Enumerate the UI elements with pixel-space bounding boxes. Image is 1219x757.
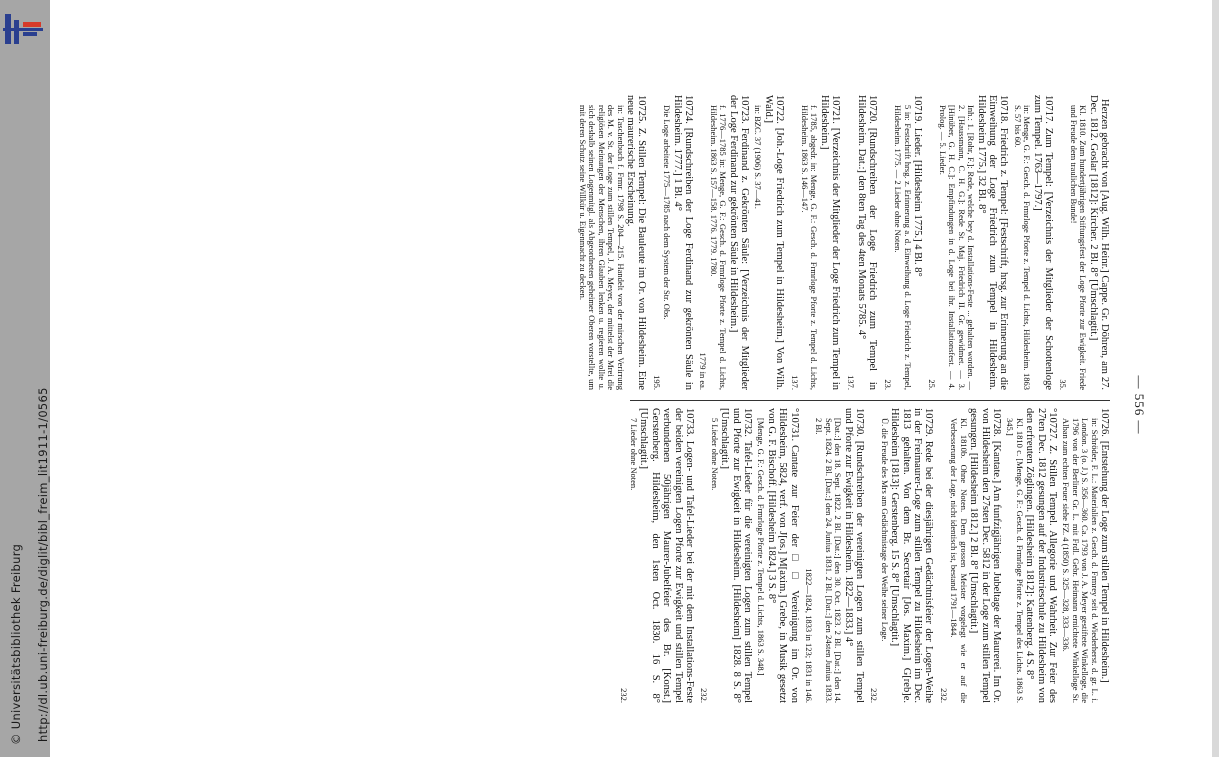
university-logo-icon bbox=[3, 10, 43, 48]
entry-note: 5 in: Festschrift hrsg. z. Erinnerung a. d. Einweihung d. Loge Friedrich z. Tempel, Hildesheim. 1775. — 2 Lieder ohne Noten. bbox=[893, 105, 913, 390]
page-number: — 556 — bbox=[1132, 375, 1147, 435]
bibliography-entry bbox=[881, 95, 923, 390]
entry-number: 10729. bbox=[923, 408, 935, 437]
entry-title: Logen- und Tafel-Lieder bei der mit dem Installations-Feste der beiden vereinigten Logen Pforte zur Ewigkeit und stillen Tempel verbundenen 50jährigen Maurer-Jubelfeier des Br. [Konst.] Gerstenberg. Hildesheim, den 1sten Oct. 1830. 16 S. 8° [Umschlagtit.] bbox=[638, 408, 695, 703]
entry-title: [Rundschreiben der vereinigten Logen zum stillen Tempel und Pforte zur Ewigkeit in Hildesheim. 1822—1833.] 4° bbox=[842, 408, 866, 703]
entry-number: 10725. bbox=[636, 95, 648, 124]
bibliography-entry bbox=[698, 408, 753, 703]
entry-note: f. 1785, abgedr. in: Menge, G. F.: Gesch. d. Frmrloge Pforte z. Tempel d. Lichts, Hildesheim. 1863 S. 146—147. bbox=[800, 105, 820, 390]
bibliography-entry bbox=[756, 408, 800, 703]
entry-title: Z. Stillen Tempel. Allegorie und Wahrheit. Zur Feier des 27ten Dec. 1812 gesungen auf der Industrieschule zu Hildesheim von den erfreuten Zöglingen. [Hildesheim 1812]: Kattenberg. 4 S. 8° bbox=[1024, 408, 1058, 703]
bibliography-entry bbox=[788, 95, 841, 390]
bibliography-entry bbox=[844, 95, 878, 390]
bibliography-entry bbox=[803, 408, 865, 703]
entry-number: 10721. bbox=[830, 95, 842, 124]
entry-reference: 232. bbox=[699, 688, 710, 703]
entry-number: °10727. bbox=[1046, 408, 1058, 442]
entry-note: in: Schröder, F. L.: Materialien z. Gesch. d. Frmrey seit d. Wiederherst. d. gr. L. i. London. 3 (o. J.) S. 356—360. Ca. 1793 von J. A. Meyer gestiftete Winkelloge, die 1796 von der Berliner Gr. L. mit Frdl. Gebr. Heimann ernichtete Winkelloge St. Alban zum echten Feuer siehe FZ. 4 (1850) S. 325—328, 333—336. bbox=[1061, 418, 1100, 703]
column-divider bbox=[630, 400, 1110, 401]
bibliography-entry bbox=[926, 95, 1009, 390]
entry-title: Lieder. [Hildesheim 1775.] 4 Bl. 8° bbox=[912, 127, 924, 277]
entry-note: 7 Lieder ohne Noten. bbox=[628, 418, 639, 491]
entry-reference: 35. bbox=[1058, 379, 1069, 390]
entry-number: °10731. bbox=[788, 408, 800, 442]
entry-note: in: Menge, G. F.: Gesch. d. Frmrloge Pforte z. Tempel d. Lichts, Hildesheim. 1863 S. 57 bis 60. bbox=[1012, 105, 1033, 390]
page-edge bbox=[1212, 0, 1219, 757]
entry-number: 10717. bbox=[1042, 95, 1054, 124]
entry-reference: 232. bbox=[869, 688, 880, 703]
entry-note: Ü. die Freude des Mrs am Gedächtnistage der Weihe seiner Loge. bbox=[879, 418, 890, 642]
entry-title: [Kantate.] Am funfzigjährigen Jubeltage der Maurerei. Im Or. von Hildesheim den 27sten Dec. 5812 in der Loge zum stillen Tempel gesungen. [Hildesheim 1812.] 2 Bl. 8° [Umschlagtit.] bbox=[968, 408, 1002, 703]
entry-reference: 23. bbox=[882, 379, 893, 390]
bibliography-entry bbox=[697, 95, 750, 390]
entry-title: Ferdinand z. Gekrönten Säule: [Verzeichnis der Mitglieder der Loge Ferdinand zur gekrönten Säule in Hildesheim.] bbox=[727, 95, 750, 390]
entry-number: 10718. bbox=[998, 95, 1010, 124]
entry-number: 10726. bbox=[1099, 408, 1110, 437]
bibliography-entry bbox=[650, 95, 694, 390]
entry-reference: 232. bbox=[618, 688, 629, 703]
entry-title: Cantate zur Feier der □ □ Vereinigung im Or. von Hildesheim, 5824, verf. von J[os.] M[axim.] Grebe, in Musik gesetzt von G. F. Bischoff. [Hildesheim 1824.] 3 S. 8° bbox=[765, 408, 800, 703]
bibliography-entry bbox=[1061, 408, 1110, 703]
entry-title: Z. Stillen Tempel: Die Bauleute im Or. von Hildesheim. Eine neue maurerische Erscheinung. bbox=[624, 95, 648, 390]
entry-number: 10720. bbox=[867, 95, 879, 124]
scanned-page bbox=[50, 0, 1219, 757]
entry-number: 10728. bbox=[990, 408, 1002, 437]
bibliography-entry bbox=[578, 95, 648, 390]
right-column bbox=[614, 408, 1110, 703]
bibliography-entry bbox=[753, 95, 785, 390]
entry-reference: 25. bbox=[927, 379, 938, 390]
entry-reference: 1822—1824, 1833 in 123; 1831 in 146. bbox=[804, 568, 815, 703]
entry-number: 10732. bbox=[742, 408, 753, 437]
entry-number: 10719. bbox=[912, 95, 924, 124]
entry-title: Friedrich z. Tempel: [Festschrift, hrsg. zur Erinnerung an die Einweihung der Loge Friedrich zum Tempel in Hildesheim. Hildesheim 1775.] 32 Bl. 8° bbox=[975, 95, 1010, 390]
entry-reference: 1779 in ea. bbox=[698, 352, 709, 390]
entry-note: [Menge, G. F.: Gesch. d. Frmrloge Pforte z. Tempel d. Lichts, 1863 S. 348.] bbox=[756, 418, 767, 676]
entry-title: [Joh.-Loge Friedrich zum Tempel in Hildesheim.] Von Wilh. Wald.] bbox=[762, 95, 786, 390]
entry-reference: 232. bbox=[938, 688, 949, 703]
viewer-sidebar bbox=[0, 0, 50, 757]
entry-note: Kl. 1810b. Ohne Noten. Dem grossen Meister vorgelegt wie er auf die Verbesserung der Loge, nicht identisch ist, bestand 1791—1844. bbox=[949, 418, 969, 703]
entry-title: Herzen gebracht von [Aug. Wilh. Heinr.] Cappe. Gr. Döhren, am 27. Dec. 1812. Goslar [1812]: Kircher. 2 Bl. 8° [Umschlagtit.] bbox=[1087, 95, 1110, 390]
entry-note: Kl. 1810. Zum hundertjährigen Stiftungsfest der Loge Pforte zur Ewigkeit. Friede und Freude dem traulichen Bunde! bbox=[1068, 105, 1089, 390]
bibliography-entry bbox=[938, 408, 1002, 703]
copyright-notice: © Universitätsbibliothek Freiburg bbox=[9, 543, 23, 745]
entry-title: Rede bei der diesjährigen Gedächtnisfeier der Logen-Weihe in der Freimaurer-Loge zum stillen Tempel zu Hildesheim im Dec. 1813 gehalten. Von dem Br. Secretair [Jos. Maxim.] G[reb]e. Hildesheim [1813]: Gerstenberg. 15 S. 8° [Umschlagtit.] bbox=[889, 408, 935, 703]
entry-note: f. 1776—1785 in: Menge, G. F.: Gesch. d. Frmrloge Pforte z. Tempel d. Lichts, Hildesheim. 1863 S. 157—158. 1776. 1779. 1780. bbox=[708, 105, 729, 390]
entry-number: 10722. bbox=[774, 95, 786, 124]
entry-title: Zum Tempel: [Verzeichnis der Mitglieder der Schottenloge zum Tempel. 1763—1797.] bbox=[1031, 95, 1054, 390]
entry-reference: 195. bbox=[651, 375, 662, 390]
entry-note: Inh.: 1. [Rohr, F.]: Rede, welche bey d. Installations-Feste ... gehalten worden. — 2. [Haussmann, C. H. G.]: Rede St. Maj. Friedrich II. Gr. gewidmet. — 3. [Hinüber, G. H. C.]: Empfindungen in d. Loge bei ihr. Installationsfest. — 4. Prolog. — 5. Lieder. bbox=[937, 105, 977, 390]
document-url[interactable]: http://dl.ub.uni-freiburg.de/diglit/bibl_freim_lit1911-1/0565 bbox=[36, 387, 50, 742]
entry-note: [Dat.:] den 18. Sept. 1822. 2 Bl. [Dat.:] den 30. Oct. 1823. 2 Bl. [Dat.:] den 14. Sept. 1824. 2 Bl. [Dat.:] den 24. Junius 1831. 2 Bl. [Dat.:] den 24sten Junius 1833. 2 Bl. bbox=[814, 418, 844, 703]
entry-note: Die Loge arbeitete 1775—1785 nach dem System der Str. Obs. bbox=[662, 105, 673, 320]
entry-title: [Entstehung der Loge zum stillen Tempel in Hildesheim.] bbox=[1099, 440, 1110, 683]
entry-number: 10724. bbox=[682, 95, 694, 124]
bibliography-entry bbox=[617, 408, 695, 703]
entry-reference: 137. bbox=[845, 375, 856, 390]
entry-note: 5 Lieder ohne Noten. bbox=[709, 418, 720, 491]
entry-title: [Rundschreiben der Loge Friedrich zum Tempel in Hildesheim. Dat.:] den 8ten Tag des 4ten Monats 5785. 4° bbox=[856, 95, 879, 390]
bibliography-entry bbox=[868, 408, 934, 703]
entry-number: 10723. bbox=[739, 95, 750, 124]
entry-note: in: Taschenbuch f. Frmr. 1798 S. 204—215. Handelt von der mirschen Verirrung des M. v. St. der Loge zum stillen Tempel, J. A. Meyer, der mittelst der Mrei die religiösen Meinungen der Menschen, ihren Glauben lenken u. regieren wollte u. sich deshalb seinen Logenmitgl. als Abgeordneten geheimer Oberen vorstellte, um mit deren Schutz seine Willkür u. Eigenmacht zu decken. bbox=[577, 105, 626, 390]
left-column bbox=[575, 95, 1111, 390]
entry-title: Tafel-Lieder für die vereinigten Logen zum stillen Tempel und Pforte zur Ewigkeit in Hildesheim. [Hildesheim] 1828. 8 S. 8° [Umschlagtit.] bbox=[719, 408, 753, 703]
entry-number: 10733. bbox=[683, 408, 695, 437]
bibliography-entry bbox=[1057, 95, 1110, 390]
bibliography-entry bbox=[1012, 95, 1054, 390]
entry-reference: 137. bbox=[789, 375, 800, 390]
entry-title: [Verzeichnis der Mitglieder der Loge Friedrich zum Tempel in Hildesheim.] bbox=[818, 95, 842, 390]
entry-title: [Rundschreiben der Loge Ferdinand zur gekrönten Säule in Hildesheim. 1777.] 1 Bl. 4° bbox=[671, 95, 694, 390]
entry-note: in: BZC. 37 (1906) S. 37—41. bbox=[753, 105, 764, 209]
bibliography-entry bbox=[1005, 408, 1058, 703]
page-content bbox=[195, 95, 1147, 715]
entry-note: Kl. 1810 c. [Menge, G. F.: Gesch. d. Frmrloge Pforte z. Tempel des Lichts. 1863 S. 345.] bbox=[1005, 418, 1025, 703]
entry-number: 10730. bbox=[854, 408, 866, 437]
